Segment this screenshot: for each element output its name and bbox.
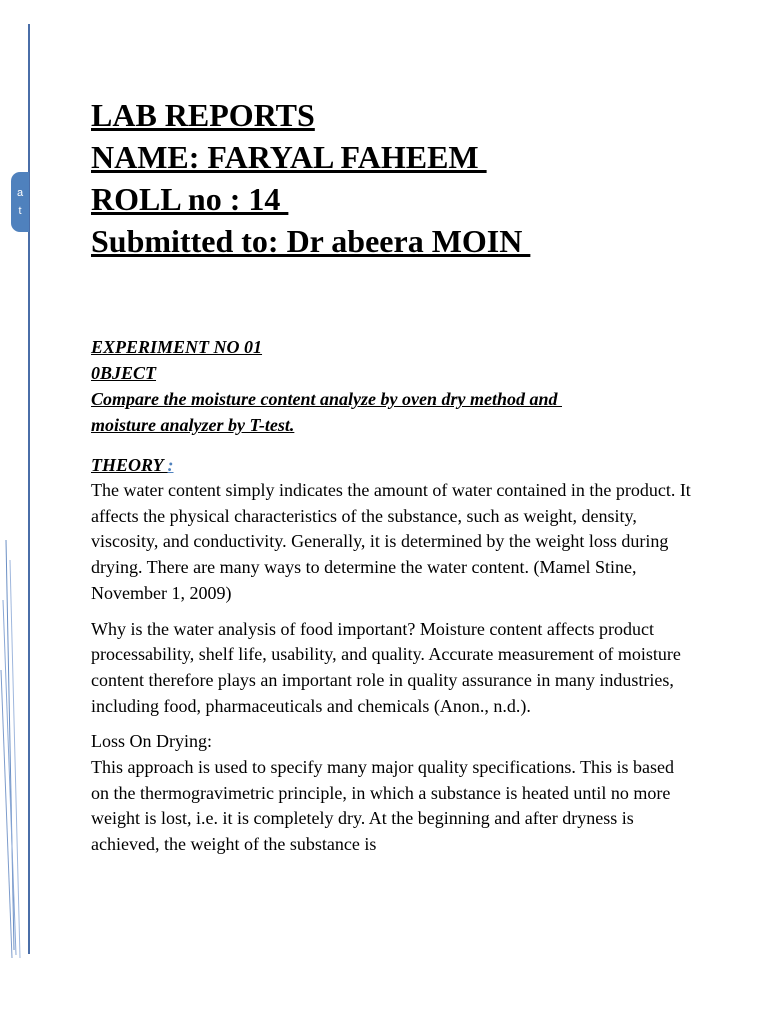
title-lab-reports: LAB REPORTS xyxy=(91,97,315,133)
document-body xyxy=(91,94,691,858)
title-block xyxy=(91,94,691,262)
object-label: 0BJECT xyxy=(91,363,157,383)
theory-heading xyxy=(91,452,691,478)
theory-paragraph-3: This approach is used to specify many major quality specifications. This is based on the thermogravimetric principle, in which a substance is heated until no more weight is lost, i.e. it is completely dry. At the beginning and after dryness is achieved, the weight of the substance is xyxy=(91,757,675,855)
theory-paragraph-1: The water content simply indicates the amount of water contained in the product. It affects the physical characteristics of the substance, such as weight, density, viscosity, and conductivity. Generally, it is determined by the weight loss during drying. There are many ways to determine the water content. (Mamel Stine, November 1, 2009) xyxy=(91,480,691,603)
side-tab[interactable] xyxy=(11,172,29,232)
title-submitted-to: Submitted to: Dr abeera MOIN xyxy=(91,223,531,259)
side-tab-char-2: t xyxy=(18,205,22,217)
theory-heading-text: THEORY xyxy=(91,455,168,475)
title-roll: ROLL no : 14 xyxy=(91,181,289,217)
side-tab-char-1: a xyxy=(16,187,24,199)
object-line-2: moisture analyzer by T-test. xyxy=(91,415,295,435)
theory-paragraph-2: Why is the water analysis of food important? Moisture content affects product processability, shelf life, usability, and quality. Accurate measurement of moisture content therefore plays an important role in quality assurance in many industries, including food, pharmaceuticals and chemicals (Anon., n.d.). xyxy=(91,618,681,716)
decorative-lines xyxy=(0,540,40,960)
title-name: NAME: FARYAL FAHEEM xyxy=(91,139,487,175)
theory-heading-colon: : xyxy=(167,455,174,475)
experiment-number: EXPERIMENT NO 01 xyxy=(91,337,263,357)
experiment-block xyxy=(91,334,691,438)
object-line-1: Compare the moisture content analyze by oven dry method and xyxy=(91,389,562,409)
loss-on-drying-heading: Loss On Drying: xyxy=(91,731,212,752)
